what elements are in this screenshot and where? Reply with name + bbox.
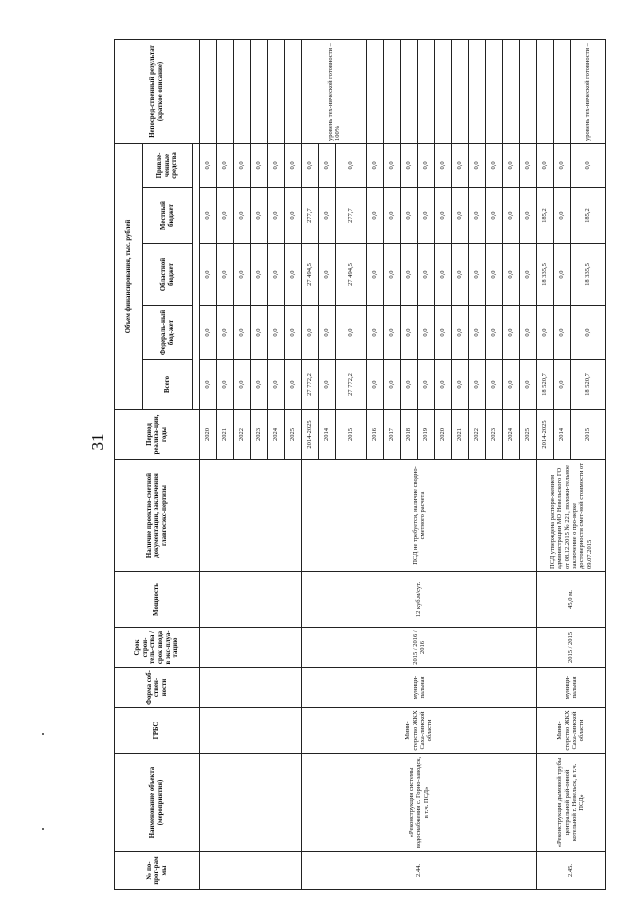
total-cell: 0,0 [268,360,285,410]
total-cell: 0,0 [452,360,469,410]
total-cell: 0,0 [367,360,384,410]
period-cell: 2021 [452,410,469,460]
total-cell: 0,0 [251,360,268,410]
result-cell [200,39,217,143]
period-cell: 2014-2025 [302,410,319,460]
regional-cell: 0,0 [285,244,302,306]
result-cell [401,39,418,143]
federal-cell: 0,0 [554,306,571,360]
regional-cell: 0,0 [486,244,503,306]
local-cell: 0,0 [268,188,285,244]
result-cell [537,39,554,143]
result-cell [268,39,285,143]
table-row [200,39,217,889]
object-num: 2.44. [302,852,537,890]
attracted-cell: 0,0 [554,143,571,187]
attracted-cell: 0,0 [200,143,217,187]
object-name: «Реконструкция системы водоснабжения с. Горно-заводск, в т.ч. ПСД» [302,754,537,852]
object-deadline: 2015 / 2016 / 2016 [302,628,537,668]
header-local: Местный бюджет [143,188,193,244]
result-cell [452,39,469,143]
period-cell: 2014 [554,410,571,460]
federal-cell: 0,0 [537,306,554,360]
regional-cell: 0,0 [268,244,285,306]
header-capacity: Мощность [115,572,200,628]
federal-cell: 0,0 [336,306,367,360]
federal-cell: 0,0 [234,306,251,360]
total-cell: 0,0 [486,360,503,410]
period-cell: 2023 [251,410,268,460]
local-cell: 0,0 [435,188,452,244]
attracted-cell: 0,0 [217,143,234,187]
federal-cell: 0,0 [319,306,336,360]
federal-cell: 0,0 [401,306,418,360]
period-cell: 2014 [319,410,336,460]
total-cell: 0,0 [384,360,401,410]
result-cell [234,39,251,143]
header-federal: Федераль-ный бюд-жет [143,306,193,360]
total-cell: 18 520,7 [537,360,554,410]
period-cell: 2020 [435,410,452,460]
local-cell: 0,0 [367,188,384,244]
attracted-cell: 0,0 [384,143,401,187]
header-grbs: ГРБС [115,708,200,754]
local-cell: 0,0 [217,188,234,244]
federal-cell: 0,0 [486,306,503,360]
federal-cell: 0,0 [452,306,469,360]
local-cell: 0,0 [503,188,520,244]
header-result: Непосред-ственный результат (краткое описание) [115,39,200,143]
period-cell: 2017 [384,410,401,460]
local-cell: 0,0 [384,188,401,244]
total-cell: 27 772,2 [336,360,367,410]
total-cell: 0,0 [401,360,418,410]
federal-cell: 0,0 [367,306,384,360]
object-capacity: 45,0 м. [537,572,606,628]
total-cell: 0,0 [217,360,234,410]
prev-num-cell [200,852,302,890]
header-regional: Областной бюджет [143,244,193,306]
federal-cell: 0,0 [435,306,452,360]
object-ownership: муници-пальная [537,668,606,708]
scan-speck [42,828,44,830]
total-cell: 0,0 [554,360,571,410]
total-cell: 0,0 [234,360,251,410]
table-row [302,39,319,889]
local-cell: 0,0 [251,188,268,244]
period-cell: 2024 [268,410,285,460]
header-ownership: Форма соб-ствен-ности [115,668,200,708]
result-cell [285,39,302,143]
period-cell: 2021 [217,410,234,460]
period-cell: 2022 [234,410,251,460]
attracted-cell: 0,0 [452,143,469,187]
scan-speck [42,733,44,735]
attracted-cell: 0,0 [251,143,268,187]
local-cell: 0,0 [554,188,571,244]
total-cell: 0,0 [285,360,302,410]
regional-cell: 0,0 [367,244,384,306]
period-cell: 2018 [401,410,418,460]
attracted-cell: 0,0 [367,143,384,187]
regional-cell: 18 335,5 [537,244,554,306]
object-ownership: муници-пальная [302,668,537,708]
federal-cell: 0,0 [520,306,537,360]
attracted-cell: 0,0 [268,143,285,187]
total-cell: 18 520,7 [571,360,606,410]
prev-deadline-cell [200,628,302,668]
regional-cell: 0,0 [200,244,217,306]
regional-cell: 0,0 [401,244,418,306]
local-cell: 0,0 [520,188,537,244]
federal-cell: 0,0 [418,306,435,360]
header-psd: Наличие проектно-сметной документации, заключения главгосэкс-пертизы [115,460,200,572]
header-deadline: Срок строи-тель-ства / срок ввода в экс-плуа-тацию [115,628,200,668]
period-cell: 2015 [571,410,606,460]
period-cell: 2020 [200,410,217,460]
local-cell: 0,0 [234,188,251,244]
regional-cell: 0,0 [554,244,571,306]
result-cell [251,39,268,143]
header-finance-group: Объем финансирования, тыс. рублей [115,143,143,409]
local-cell: 277,7 [302,188,319,244]
result-cell [435,39,452,143]
attracted-cell: 0,0 [319,143,336,187]
local-cell: 0,0 [418,188,435,244]
table-row [537,39,554,889]
federal-cell: 0,0 [469,306,486,360]
federal-cell: 0,0 [285,306,302,360]
regional-cell: 0,0 [217,244,234,306]
regional-cell: 27 494,5 [302,244,319,306]
federal-cell: 0,0 [268,306,285,360]
regional-cell: 0,0 [418,244,435,306]
total-cell: 0,0 [469,360,486,410]
result-cell [418,39,435,143]
regional-cell: 0,0 [435,244,452,306]
attracted-cell: 0,0 [234,143,251,187]
attracted-cell: 0,0 [571,143,606,187]
total-cell: 0,0 [435,360,452,410]
page-number: 31 [88,433,107,451]
header-spacer-cell [193,143,200,409]
prev-grbs-cell [200,708,302,754]
attracted-cell: 0,0 [435,143,452,187]
regional-cell: 0,0 [452,244,469,306]
local-cell: 0,0 [285,188,302,244]
regional-cell: 0,0 [319,244,336,306]
header-attracted: Привле-ченные средства [143,143,193,187]
local-cell: 0,0 [452,188,469,244]
attracted-cell: 0,0 [418,143,435,187]
object-grbs: Мини-стерство ЖКХ Саха-линской области [302,708,537,754]
result-cell [554,39,571,143]
period-cell: 2023 [486,410,503,460]
regional-cell: 0,0 [469,244,486,306]
result-cell [384,39,401,143]
period-cell: 2025 [285,410,302,460]
regional-cell: 0,0 [503,244,520,306]
federal-cell: 0,0 [302,306,319,360]
attracted-cell: 0,0 [537,143,554,187]
local-cell: 0,0 [401,188,418,244]
period-cell: 2014-2025 [537,410,554,460]
prev-psd-cell [200,460,302,572]
attracted-cell: 0,0 [469,143,486,187]
local-cell: 0,0 [319,188,336,244]
total-cell: 0,0 [200,360,217,410]
result-cell [503,39,520,143]
federal-cell: 0,0 [503,306,520,360]
period-cell: 2022 [469,410,486,460]
rotated-table-wrapper [114,40,599,890]
attracted-cell: 0,0 [503,143,520,187]
object-psd: ПСД утверждена распоря-жением администрации МО Невельского ГО от 08.12.2015 № 221, положи-тельное заключение о про-верке достоверности смет-ной стоимости от 09.07.2015 [537,460,606,572]
period-cell: 2024 [503,410,520,460]
federal-cell: 0,0 [251,306,268,360]
local-cell: 0,0 [200,188,217,244]
header-total: Всего [143,360,193,410]
regional-cell: 0,0 [384,244,401,306]
regional-cell: 27 494,5 [336,244,367,306]
header-name: Наименование объекта (мероприятия) [115,754,200,852]
local-cell: 0,0 [486,188,503,244]
header-row-top [115,39,143,889]
federal-cell: 0,0 [217,306,234,360]
period-cell: 2016 [367,410,384,460]
attracted-cell: 0,0 [401,143,418,187]
object-result: уровень тех-нической готовности – 100% [302,39,367,143]
prev-ownership-cell [200,668,302,708]
result-cell [486,39,503,143]
period-cell: 2025 [520,410,537,460]
federal-cell: 0,0 [384,306,401,360]
regional-cell: 0,0 [234,244,251,306]
header-num: № по-прог-рам мы [115,852,200,890]
object-psd: ПСД не требуется, наличие сводно-сметного расчета [302,460,537,572]
period-cell: 2015 [336,410,367,460]
header-period: Период реализа-ции, годы [115,410,200,460]
attracted-cell: 0,0 [336,143,367,187]
prev-capacity-cell [200,572,302,628]
local-cell: 277,7 [336,188,367,244]
federal-cell: 0,0 [200,306,217,360]
local-cell: 185,2 [537,188,554,244]
result-cell [367,39,384,143]
object-name: «Реконструкция дымовой трубы центральной рай-онной котельной г. Невельск, в т.ч. ПСД» [537,754,606,852]
prev-name-cell [200,754,302,852]
regional-cell: 0,0 [520,244,537,306]
total-cell: 0,0 [503,360,520,410]
total-cell: 0,0 [520,360,537,410]
attracted-cell: 0,0 [302,143,319,187]
object-capacity: 12 куб.м/сут. [302,572,537,628]
total-cell: 0,0 [418,360,435,410]
attracted-cell: 0,0 [520,143,537,187]
regional-cell: 0,0 [251,244,268,306]
result-cell [469,39,486,143]
federal-cell: 0,0 [571,306,606,360]
object-result: уровень тех-нической готовности – [571,39,606,143]
program-objects-table [114,39,606,890]
local-cell: 185,2 [571,188,606,244]
regional-cell: 18 335,5 [571,244,606,306]
total-cell: 27 772,2 [302,360,319,410]
object-deadline: 2015 / 2015 [537,628,606,668]
object-grbs: Мини-стерство ЖКХ Саха-линской области [537,708,606,754]
total-cell: 0,0 [319,360,336,410]
result-cell [217,39,234,143]
object-num: 2.45. [537,852,606,890]
result-cell [520,39,537,143]
attracted-cell: 0,0 [486,143,503,187]
attracted-cell: 0,0 [285,143,302,187]
period-cell: 2019 [418,410,435,460]
local-cell: 0,0 [469,188,486,244]
